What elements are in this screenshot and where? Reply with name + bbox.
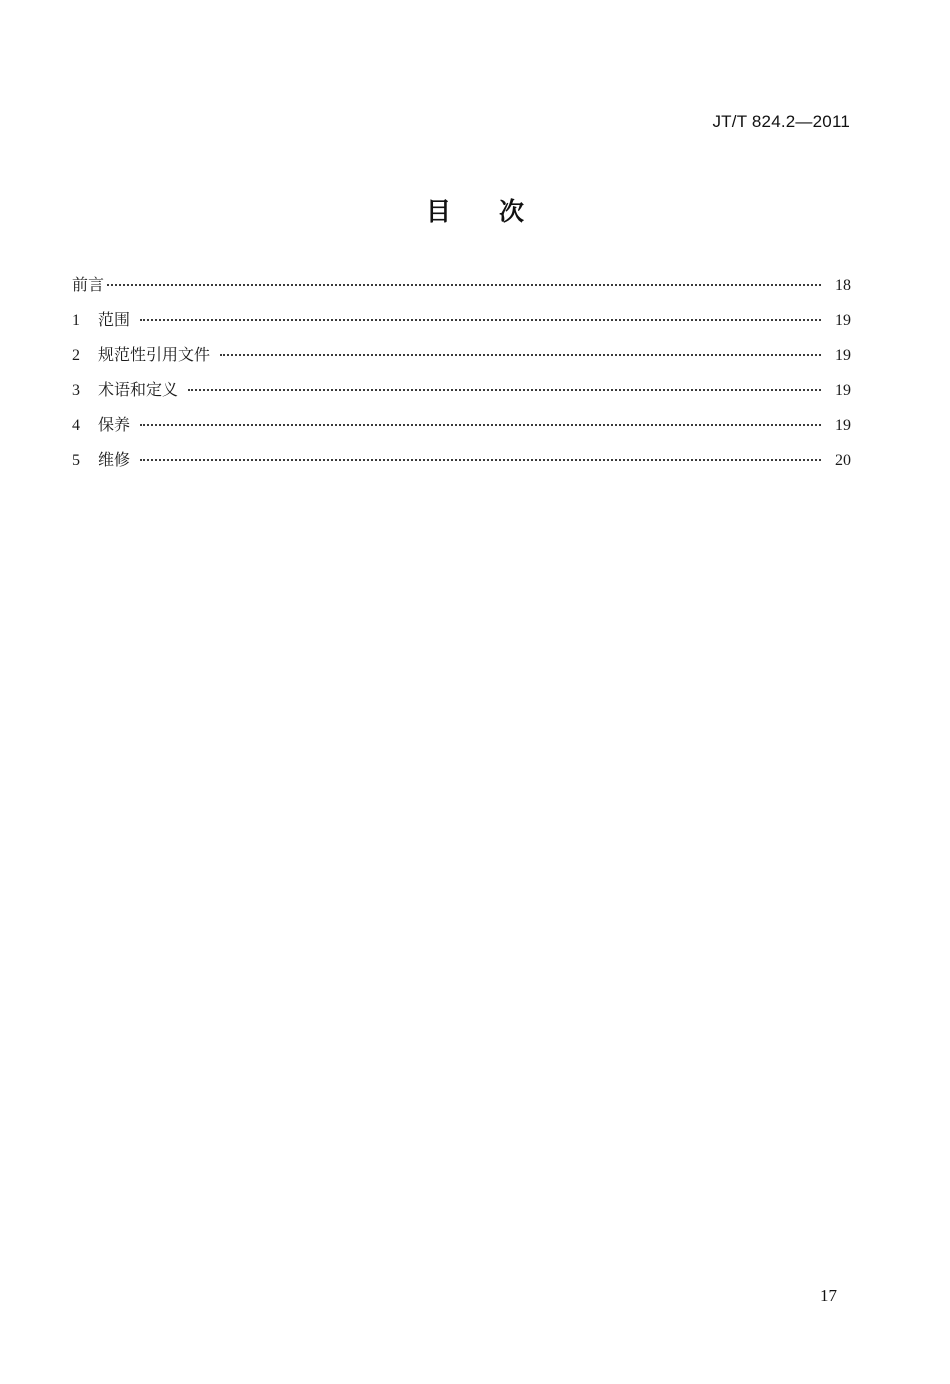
toc-entry-label: 维修 (98, 450, 131, 469)
toc-entry-label: 前言 (72, 275, 105, 294)
dot-leader (107, 283, 821, 286)
dot-leader (140, 318, 821, 321)
toc-entry-number: 1 (72, 312, 80, 329)
dot-leader (220, 353, 821, 356)
title-char-2: 次 (499, 197, 525, 226)
toc-entry-page: 19 (835, 417, 851, 434)
title-char-1: 目 (425, 197, 451, 226)
page-number: 17 (820, 1286, 837, 1305)
toc-entry-number: 2 (72, 347, 80, 364)
dot-leader (188, 388, 821, 391)
toc-entry-repair[interactable] (72, 447, 851, 482)
toc-entry-label: 保养 (98, 415, 131, 434)
toc-entry-maintenance[interactable] (72, 412, 851, 447)
toc-entry-foreword[interactable] (72, 272, 851, 307)
toc-entry-terms-definitions[interactable] (72, 377, 851, 412)
toc-entry-label: 术语和定义 (98, 380, 179, 399)
toc-entry-number: 4 (72, 417, 80, 434)
toc-entry-number: 5 (72, 452, 80, 469)
toc-entry-number: 3 (72, 382, 80, 399)
toc-entry-page: 19 (835, 312, 851, 329)
dot-leader (140, 423, 821, 426)
page-title (0, 192, 950, 228)
table-of-contents (72, 272, 851, 482)
dot-leader (140, 458, 821, 461)
toc-entry-label: 范围 (98, 310, 131, 329)
standard-code: JT/T 824.2—2011 (712, 112, 850, 131)
toc-entry-normative-references[interactable] (72, 342, 851, 377)
toc-entry-scope[interactable] (72, 307, 851, 342)
toc-entry-page: 19 (835, 347, 851, 364)
toc-entry-page: 19 (835, 382, 851, 399)
toc-entry-page: 18 (835, 277, 851, 294)
toc-entry-page: 20 (835, 452, 851, 469)
toc-entry-label: 规范性引用文件 (98, 345, 211, 364)
